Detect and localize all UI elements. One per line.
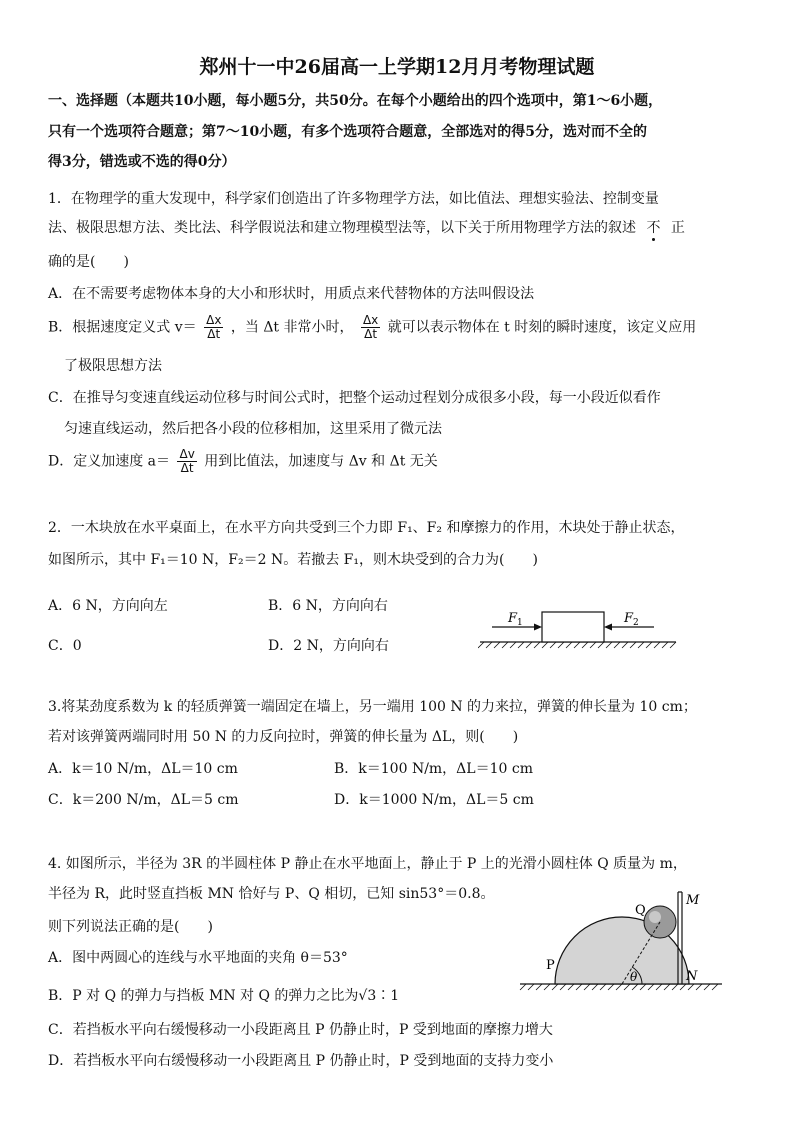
wooden-block (542, 612, 604, 642)
q2-stem-line2: 如图所示，其中 F₁＝10 N，F₂＝2 N。若撤去 F₁，则木块受到的合力为( ) (48, 552, 538, 568)
q2-option-a: A．6 N，方向向左 (48, 598, 168, 614)
q4-option-c: C．若挡板水平向右缓慢移动一小段距离且 P 仍静止时，P 受到地面的摩擦力增大 (48, 1022, 553, 1038)
section-instructions-line1: 一、选择题（本题共10小题，每小题5分，共50分。在每个小题给出的四个选项中，第1～6小题， (48, 93, 663, 109)
q1-stem-line3: 确的是( ) (48, 254, 129, 270)
fraction-numerator: Δv (179, 447, 195, 461)
q3-option-d: D．k＝1000 N/m，ΔL＝5 cm (334, 792, 534, 808)
ground-hatching (478, 642, 676, 648)
label-p: P (546, 958, 555, 973)
label-theta: θ (630, 970, 638, 984)
q1-option-d-pre: D．定义加速度 a＝ (48, 453, 171, 470)
fraction-denominator: Δt (364, 327, 378, 341)
q2-stem-line1: 2．一木块放在水平桌面上，在水平方向共受到三个力即 F₁、F₂ 和摩擦力的作用，木块处于静止状态， (48, 520, 685, 536)
fraction-dx-dt-1 (204, 314, 223, 341)
q3-stem-line1: 3.将某劲度系数为 k 的轻质弹簧一端固定在墙上，另一端用 100 N 的力来拉，弹簧的伸长量为 10 cm； (48, 699, 697, 715)
fraction-denominator: Δt (207, 327, 221, 341)
q1-stem-line2-end: 正 (670, 220, 685, 236)
page-title: 郑州十一中26届高一上学期12月月考物理试题 (199, 56, 595, 78)
q4-stem-line2: 半径为 R，此时竖直挡板 MN 恰好与 P、Q 相切，已知 sin53°＝0.8。 (48, 886, 495, 902)
q2-option-d: D．2 N，方向向右 (268, 638, 389, 654)
q1-option-d (48, 448, 438, 475)
fraction-numerator: Δx (206, 313, 222, 327)
q1-option-b-line2: 了极限思想方法 (64, 358, 162, 374)
q2-block-force-diagram (478, 602, 678, 654)
force-f2-arrowhead (604, 624, 612, 631)
q3-stem-line2: 若对该弹簧两端同时用 50 N 的力反向拉时，弹簧的伸长量为 ΔL，则( ) (48, 729, 519, 745)
q4-option-a: A．图中两圆心的连线与水平地面的夹角 θ＝53° (48, 950, 348, 966)
q3-option-c: C．k＝200 N/m，ΔL＝5 cm (48, 792, 239, 808)
label-f1-sub: 1 (517, 618, 523, 628)
label-n: N (686, 969, 698, 984)
q3-option-a: A．k＝10 N/m，ΔL＝10 cm (48, 761, 238, 777)
q3-option-b: B．k＝100 N/m，ΔL＝10 cm (334, 761, 533, 777)
label-f2: F (624, 611, 634, 626)
ground-hatching (520, 984, 718, 990)
q4-half-cylinder-diagram (518, 890, 724, 992)
fraction-dx-dt-2 (361, 314, 380, 341)
q1-stem-line1: 1．在物理学的重大发现中，科学家们创造出了许多物理学方法，如比值法、理想实验法、控制变量 (48, 191, 659, 207)
q1-option-b-post: 就可以表示物体在 t 时刻的瞬时速度，该定义应用 (387, 319, 697, 336)
q1-option-c-line1: C．在推导匀变速直线运动位移与时间公式时，把整个运动过程划分成很多小段，每一小段近似看作 (48, 390, 661, 406)
q1-option-b (48, 314, 696, 341)
force-f1-arrowhead (534, 624, 542, 631)
section-instructions-line3: 得3分，错选或不选的得0分） (48, 154, 236, 170)
q1-option-a: A．在不需要考虑物体本身的大小和形状时，用质点来代替物体的方法叫假设法 (48, 286, 535, 302)
q2-option-c: C．0 (48, 638, 82, 654)
q4-option-d: D．若挡板水平向右缓慢移动一小段距离且 P 仍静止时，P 受到地面的支持力变小 (48, 1053, 554, 1069)
q4-stem-line1: 4. 如图所示，半径为 3R 的半圆柱体 P 静止在水平地面上，静止于 P 上的光滑小圆柱体 Q 质量为 m， (48, 856, 687, 872)
q1-option-c-line2: 匀速直线运动，然后把各小段的位移相加，这里采用了微元法 (64, 421, 442, 437)
q4-option-b: B．P 对 Q 的弹力与挡板 MN 对 Q 的弹力之比为√3∶1 (48, 988, 400, 1004)
label-f2-sub: 2 (633, 618, 639, 628)
q1-option-b-pre: B．根据速度定义式 v＝ (48, 319, 197, 336)
q1-emphasis-not: 不 (646, 220, 661, 236)
fraction-numerator: Δx (362, 313, 379, 327)
q2-option-b: B．6 N，方向向右 (268, 598, 388, 614)
q4-stem-line3: 则下列说法正确的是( ) (48, 919, 213, 935)
q-highlight (649, 911, 661, 923)
fraction-dv-dt (177, 448, 196, 475)
q1-option-d-post: 用到比值法，加速度与 Δv 和 Δt 无关 (204, 453, 438, 470)
label-f1: F (508, 611, 518, 626)
q1-stem-line2-text: 法、极限思想方法、类比法、科学假说法和建立物理模型法等，以下关于所用物理学方法的叙述 (48, 220, 636, 236)
fraction-denominator: Δt (180, 461, 194, 475)
section-instructions-line2: 只有一个选项符合题意；第7～10小题，有多个选项符合题意，全部选对的得5分，选对而不全的 (48, 124, 647, 140)
q1-stem-line2 (48, 219, 685, 237)
q1-option-b-mid: ，当 Δt 非常小时， (230, 319, 354, 336)
label-m: M (686, 893, 700, 908)
label-q: Q (635, 903, 646, 918)
